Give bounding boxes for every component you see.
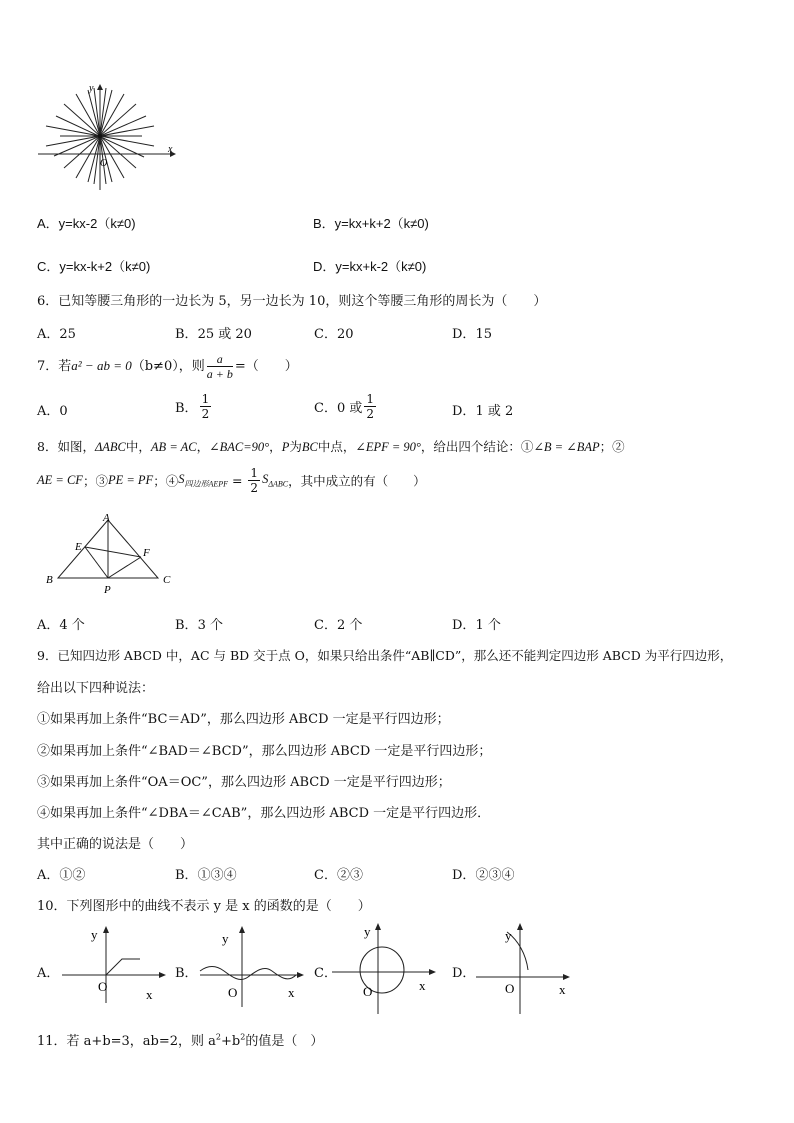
fig-origin-label: O: [100, 158, 108, 169]
q6-stem: 6．已知等腰三角形的一边长为 5，另一边长为 10，则这个等腰三角形的周长为（ ）: [37, 294, 547, 309]
option-text: y=kx+k-2（k≠0): [335, 259, 427, 274]
q8-segment: BC: [301, 440, 318, 454]
area-symbol: S: [262, 472, 269, 487]
q8-text: ；②: [599, 439, 625, 454]
q11-mid: +b: [221, 1034, 241, 1049]
q6-option-a[interactable]: [37, 323, 76, 342]
q6-option-b[interactable]: [175, 323, 252, 342]
q11-sup: 2: [240, 1032, 246, 1042]
q7-stem: [37, 352, 298, 381]
q10-option-a-letter[interactable]: A．: [37, 966, 60, 981]
q8-area-tri: [262, 472, 289, 489]
graph-x-label: x: [419, 978, 426, 993]
q8-area-quad: [178, 471, 228, 489]
option-letter: B．: [175, 327, 198, 342]
option-text: 20: [336, 327, 354, 342]
q9-option-d[interactable]: [452, 864, 514, 883]
option-text: 0: [59, 404, 68, 419]
option-text: 3 个: [197, 618, 223, 633]
q8-figure: [40, 510, 180, 600]
q6-option-c[interactable]: [314, 323, 354, 342]
q8-label-e: E: [75, 541, 82, 553]
option-letter: D．: [452, 327, 476, 342]
q7-expr: a² − ab = 0: [71, 358, 132, 373]
q11-stem: [37, 1030, 323, 1049]
q8-label-a: A: [103, 512, 110, 524]
q8-conclusion: AE = CF: [37, 473, 83, 487]
graph-origin-label: O: [228, 985, 238, 1000]
fraction-denominator: a + b: [206, 367, 233, 381]
q8-text: ，: [269, 439, 282, 454]
q9-item: ③如果再加上条件“OA＝OC”，那么四边形 ABCD 一定是平行四边形；: [37, 775, 451, 790]
option-text: 25 或 20: [197, 327, 252, 342]
option-text: 0 或: [336, 401, 363, 416]
graph-y-label: y: [364, 924, 371, 939]
option-letter: C．: [314, 401, 337, 416]
q8-option-b[interactable]: [175, 614, 223, 633]
q8-option-d[interactable]: [452, 614, 501, 633]
option-letter: B．: [175, 618, 198, 633]
option-text: y=kx-k+2（k≠0): [59, 259, 151, 274]
q8-text: 为: [289, 439, 302, 454]
q8-label-c: C: [163, 574, 171, 586]
q8-label-p: P: [104, 584, 111, 596]
graph-y-label: y: [505, 928, 512, 943]
graph-x-label: x: [146, 987, 153, 1002]
option-text: ②③④: [475, 868, 515, 883]
q8-condition: AB = AC: [150, 440, 197, 454]
option-letter: A．: [37, 327, 60, 342]
q9-item: ④如果再加上条件“∠DBA＝∠CAB”，那么四边形 ABCD 一定是平行四边形．: [37, 806, 491, 821]
area-symbol: S: [178, 471, 185, 486]
q8-text: 中，: [125, 439, 151, 454]
q8-half: [248, 466, 260, 495]
q8-text: ；③: [82, 473, 108, 489]
option-letter: A．: [37, 216, 59, 231]
option-fraction: [364, 392, 376, 421]
graph-origin-label: O: [505, 981, 515, 996]
fraction-numerator: 1: [201, 392, 210, 406]
q7-number: 7．若: [37, 359, 72, 374]
graph-origin-label: O: [363, 984, 373, 999]
q10-graph-b: [198, 925, 308, 1010]
q10-graph-a: [60, 925, 170, 1005]
q8-label-b: B: [46, 574, 53, 586]
q11-sup: 2: [215, 1032, 222, 1042]
option-letter: B．: [175, 401, 198, 416]
q7-cond: （b≠0），则: [131, 359, 205, 374]
q9-option-b[interactable]: [175, 864, 237, 883]
q8-text: ，给出四个结论：①: [420, 439, 534, 454]
q8-triangle: ΔABC: [94, 440, 126, 454]
q6-option-d[interactable]: [452, 323, 492, 342]
q9-item: ②如果再加上条件“∠BAD＝∠BCD”，那么四边形 ABCD 一定是平行四边形；: [37, 744, 492, 759]
q9-question: 其中正确的说法是（ ）: [37, 837, 194, 852]
q8-text: ；④: [153, 473, 179, 489]
option-text: 25: [59, 327, 76, 342]
graph-x-label: x: [288, 985, 295, 1000]
q8-stem-line1: [37, 437, 625, 455]
option-text: y=kx+k+2（k≠0): [334, 216, 429, 231]
q5-option-c[interactable]: [37, 256, 150, 275]
fraction-numerator: 1: [250, 466, 259, 480]
q8-point: P: [281, 440, 290, 454]
q10-option-c-letter[interactable]: C．: [314, 966, 337, 981]
option-letter: C．: [314, 327, 337, 342]
q8-condition: ∠BAC=90°: [209, 440, 270, 454]
option-letter: D．: [452, 404, 476, 419]
q8-text: ，: [196, 439, 210, 454]
option-letter: D．: [452, 868, 476, 883]
graph-origin-label: O: [98, 979, 108, 994]
option-fraction: [200, 392, 212, 421]
option-letter: C．: [314, 868, 337, 883]
option-text: ①②: [59, 868, 86, 883]
q8-text: 8．如图，: [37, 439, 95, 454]
q9-option-a[interactable]: [37, 864, 85, 883]
option-letter: D．: [452, 618, 476, 633]
option-text: ②③: [336, 868, 363, 883]
q10-option-b-letter[interactable]: B．: [175, 966, 198, 981]
option-letter: A．: [37, 404, 60, 419]
q11-prefix: 11．若 a+b=3，ab=2，则 a: [37, 1034, 216, 1049]
fig-y-label: y: [89, 83, 94, 94]
q10-graph-d: [474, 922, 574, 1017]
option-letter: A．: [37, 868, 60, 883]
graph-y-label: y: [91, 927, 98, 942]
option-letter: C．: [37, 259, 60, 274]
q7-option-d[interactable]: [452, 400, 513, 419]
q9-stem-line2: 给出以下四种说法：: [37, 681, 155, 696]
option-text: y=kx-2（k≠0): [58, 216, 136, 231]
area-subscript: 四边形AEPF: [184, 479, 228, 489]
option-text: 2 个: [336, 618, 363, 633]
q11-suffix: 的值是（ ）: [245, 1034, 324, 1049]
option-letter: C．: [314, 618, 337, 633]
fraction-denominator: 2: [250, 481, 259, 495]
q8-conclusion: ∠B = ∠BAP: [533, 440, 600, 454]
option-text: 1 个: [475, 618, 501, 633]
q8-label-f: F: [143, 547, 150, 559]
area-subscript: ΔABC: [268, 479, 289, 489]
q8-text: 中点，: [317, 439, 356, 454]
option-letter: B．: [313, 216, 335, 231]
graph-x-label: x: [559, 982, 566, 997]
q8-option-c[interactable]: [314, 614, 362, 633]
q9-option-c[interactable]: [314, 864, 363, 883]
q7-option-a[interactable]: [37, 400, 68, 419]
q9-item: ①如果再加上条件“BC＝AD”，那么四边形 ABCD 一定是平行四边形；: [37, 712, 450, 727]
fraction-denominator: 2: [201, 407, 210, 421]
option-letter: B．: [175, 868, 198, 883]
q8-stem-line2: [37, 466, 426, 495]
figure-line-family: [36, 80, 181, 192]
q10-option-d-letter[interactable]: D．: [452, 966, 476, 981]
q7-option-b[interactable]: [175, 392, 213, 421]
fig-x-label: x: [168, 144, 173, 155]
q7-option-c[interactable]: [314, 392, 378, 421]
option-text: 15: [475, 327, 492, 342]
option-text: ①③④: [197, 868, 237, 883]
q8-condition: ∠EPF = 90°: [355, 440, 421, 454]
q10-stem: 10．下列图形中的曲线不表示 y 是 x 的函数的是（ ）: [37, 899, 371, 914]
q7-tail: =（ ）: [234, 359, 298, 374]
q7-fraction: [207, 352, 233, 381]
q8-text: =: [228, 473, 247, 488]
q5-option-d[interactable]: [313, 256, 426, 275]
option-letter: D．: [313, 259, 336, 274]
option-text: 4 个: [59, 618, 85, 633]
option-text: 1 或 2: [475, 404, 514, 419]
fraction-numerator: 1: [366, 392, 374, 406]
q9-stem-line1: 9．已知四边形 ABCD 中，AC 与 BD 交于点 O，如果只给出条件“AB∥CD”，那么还不能判定四边形 ABCD 为平行四边形，: [37, 648, 733, 663]
q8-text: ，其中成立的有（ ）: [288, 473, 426, 489]
q5-option-a[interactable]: [37, 213, 136, 232]
q8-option-a[interactable]: [37, 614, 85, 633]
q10-graph-c: [330, 922, 440, 1017]
fraction-numerator: a: [207, 352, 233, 367]
option-letter: A．: [37, 618, 60, 633]
fraction-denominator: 2: [366, 407, 374, 421]
q8-conclusion: PE = PF: [107, 473, 154, 487]
q5-option-b[interactable]: [313, 213, 429, 232]
graph-y-label: y: [222, 931, 229, 946]
